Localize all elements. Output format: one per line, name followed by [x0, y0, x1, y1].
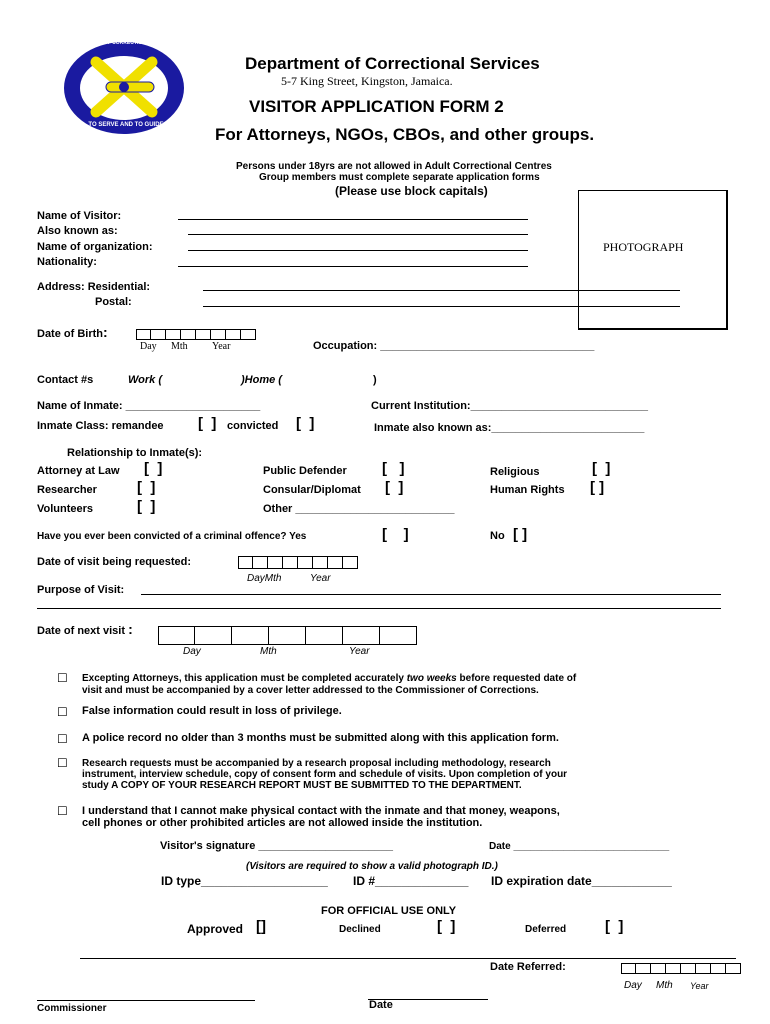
visitor-name-label: Name of Visitor:: [37, 210, 122, 222]
note-group: Group members must complete separate application forms: [259, 172, 540, 183]
human-rights-checkbox[interactable]: [ ]: [590, 479, 605, 496]
relationship-label: Relationship to Inmate(s):: [67, 447, 203, 459]
convicted-label: convicted: [227, 420, 279, 432]
residential-address-label: Address: Residential:: [37, 281, 151, 293]
note-4-line3: study A COPY OF YOUR RESEARCH REPORT MUST BE SUBMITTED TO THE DEPARTMENT.: [82, 780, 522, 791]
date-referred-year-caption: Year: [690, 981, 709, 991]
public-defender-label: Public Defender: [263, 465, 347, 477]
human-rights-label: Human Rights: [490, 484, 565, 496]
note-1-line1: Excepting Attorneys, this application must be completed accurately two weeks before requested date of: [82, 673, 577, 684]
official-use-heading: FOR OFFICIAL USE ONLY: [321, 905, 457, 917]
volunteers-label: Volunteers: [37, 503, 94, 515]
date-referred-label: Date Referred:: [490, 961, 566, 973]
deferred-checkbox[interactable]: [ ]: [605, 918, 624, 935]
form-subtitle: For Attorneys, NGOs, CBOs, and other groups.: [215, 125, 595, 144]
note-1-bullet: ☐: [57, 671, 68, 685]
note-4-line1: Research requests must be accompanied by a research proposal including methodology, research: [82, 758, 551, 769]
remandee-checkbox[interactable]: [ ]: [198, 415, 217, 432]
next-visit-boxes[interactable]: [158, 626, 417, 645]
note-4-line2: instrument, interview schedule, copy of consent form and schedule of visits. Upon completion of your: [82, 769, 568, 780]
approved-checkbox[interactable]: []: [256, 918, 266, 935]
note-1-line2: visit and must be accompanied by a cover letter addressed to the Commissioner of Corrections.: [82, 685, 539, 696]
convicted-checkbox[interactable]: [ ]: [296, 415, 315, 432]
department-name: Department of Correctional Services: [245, 54, 540, 73]
signature-date-label[interactable]: Date ____________________________: [489, 841, 670, 852]
next-visit-label: Date of next visit :: [37, 621, 133, 637]
religious-checkbox[interactable]: [ ]: [592, 460, 611, 477]
declined-checkbox[interactable]: [ ]: [437, 918, 456, 935]
dob-month-caption: Mth: [171, 341, 188, 352]
official-divider: [80, 958, 736, 959]
logo-text-bottom: TO SERVE AND TO GUIDE: [88, 122, 164, 128]
researcher-checkbox[interactable]: [ ]: [137, 479, 156, 496]
other-relationship-label[interactable]: Other __________________________: [263, 503, 455, 515]
date-referred-day-caption: Day: [624, 980, 642, 991]
purpose-label: Purpose of Visit:: [37, 584, 125, 596]
organization-label: Name of organization:: [37, 241, 153, 253]
note-5-line2: cell phones or other prohibited articles are not allowed inside the institution.: [82, 817, 483, 829]
department-address: 5-7 King Street, Kingston, Jamaica.: [281, 74, 453, 88]
date-referred-month-caption: Mth: [656, 980, 673, 991]
logo-text-top: DEPARTMENT OF CORRECTIONAL SERVICES: [68, 40, 179, 46]
contact-label: Contact #s: [37, 374, 94, 386]
next-visit-year-caption: Year: [349, 646, 370, 657]
id-number-label[interactable]: ID #______________: [353, 874, 469, 888]
attorney-label: Attorney at Law: [37, 465, 120, 477]
nationality-field[interactable]: [178, 266, 528, 267]
date-requested-year-caption: Year: [310, 573, 331, 584]
religious-label: Religious: [490, 466, 540, 478]
commissioner-label: Commissioner: [37, 1003, 107, 1014]
note-age: Persons under 18yrs are not allowed in Adult Correctional Centres: [236, 161, 552, 172]
dob-day-caption: Day: [140, 341, 157, 352]
note-5-line1: I understand that I cannot make physical contact with the inmate and that money, weapons,: [82, 805, 560, 817]
note-3-bullet: ☐: [57, 732, 68, 746]
note-2-text: False information could result in loss of privilege.: [82, 705, 342, 717]
approved-label: Approved: [187, 922, 244, 936]
home-phone-label[interactable]: )Home (: [241, 374, 282, 386]
inmate-class-label: Inmate Class: remandee: [37, 420, 164, 432]
aka-field[interactable]: [188, 234, 528, 235]
note-5-bullet: ☐: [57, 804, 68, 818]
consular-checkbox[interactable]: [ ]: [385, 479, 404, 496]
form-title: VISITOR APPLICATION FORM 2: [249, 97, 504, 116]
work-phone-label[interactable]: Work (: [128, 374, 163, 386]
photograph-box[interactable]: [578, 190, 728, 330]
volunteers-checkbox[interactable]: [ ]: [137, 498, 156, 515]
note-capitals: (Please use block capitals): [335, 184, 488, 198]
organization-field[interactable]: [188, 250, 528, 251]
offence-no-label: No: [490, 530, 505, 542]
public-defender-checkbox[interactable]: [ ]: [382, 460, 405, 477]
date-requested-label: Date of visit being requested:: [37, 556, 192, 568]
commissioner-signature-line[interactable]: [37, 1000, 255, 1001]
next-visit-month-caption: Mth: [260, 646, 277, 657]
id-expiration-label[interactable]: ID expiration date____________: [491, 874, 672, 888]
offence-yes-checkbox[interactable]: [ ]: [382, 526, 409, 543]
purpose-field-line2[interactable]: [37, 608, 721, 609]
id-requirement-note: (Visitors are required to show a valid photograph ID.): [246, 861, 498, 872]
purpose-field-line1[interactable]: [141, 594, 721, 595]
deferred-label: Deferred: [525, 924, 567, 935]
commissioner-date-label: Date: [369, 999, 393, 1011]
dob-label: Date of Birth:: [37, 324, 108, 340]
nationality-label: Nationality:: [37, 256, 97, 268]
postal-address-label: Postal:: [95, 296, 132, 308]
visitor-signature-label[interactable]: Visitor's signature ______________________: [160, 840, 393, 852]
offence-question: Have you ever been convicted of a criminal offence? Yes: [37, 531, 307, 542]
date-requested-boxes[interactable]: [238, 556, 358, 569]
postal-address-field[interactable]: [203, 306, 680, 307]
inmate-name-label[interactable]: Name of Inmate: ______________________: [37, 400, 261, 412]
note-4-bullet: ☐: [57, 756, 68, 770]
note-2-bullet: ☐: [57, 705, 68, 719]
attorney-checkbox[interactable]: [ ]: [144, 460, 163, 477]
home-phone-close: ): [373, 374, 377, 386]
visitor-name-field[interactable]: [178, 219, 528, 220]
occupation-label[interactable]: Occupation: ___________________________________: [313, 340, 595, 352]
date-referred-boxes[interactable]: [621, 963, 741, 974]
offence-no-checkbox[interactable]: [ ]: [513, 526, 528, 543]
current-institution-label[interactable]: Current Institution:_____________________________: [371, 400, 649, 412]
aka-label: Also known as:: [37, 225, 118, 237]
date-requested-daymth-caption: DayMth: [247, 573, 282, 584]
dob-year-caption: Year: [212, 341, 231, 352]
declined-label: Declined: [339, 924, 381, 935]
id-type-label[interactable]: ID type___________________: [161, 874, 328, 888]
inmate-aka-label[interactable]: Inmate also known as:_________________________: [374, 422, 645, 434]
photograph-label: PHOTOGRAPH: [603, 240, 684, 254]
researcher-label: Researcher: [37, 484, 97, 496]
next-visit-day-caption: Day: [183, 646, 201, 657]
consular-label: Consular/Diplomat: [263, 484, 361, 496]
note-3-text: A police record no older than 3 months must be submitted along with this application form.: [82, 732, 559, 744]
residential-address-field[interactable]: [203, 290, 680, 291]
dob-boxes[interactable]: [136, 329, 256, 340]
